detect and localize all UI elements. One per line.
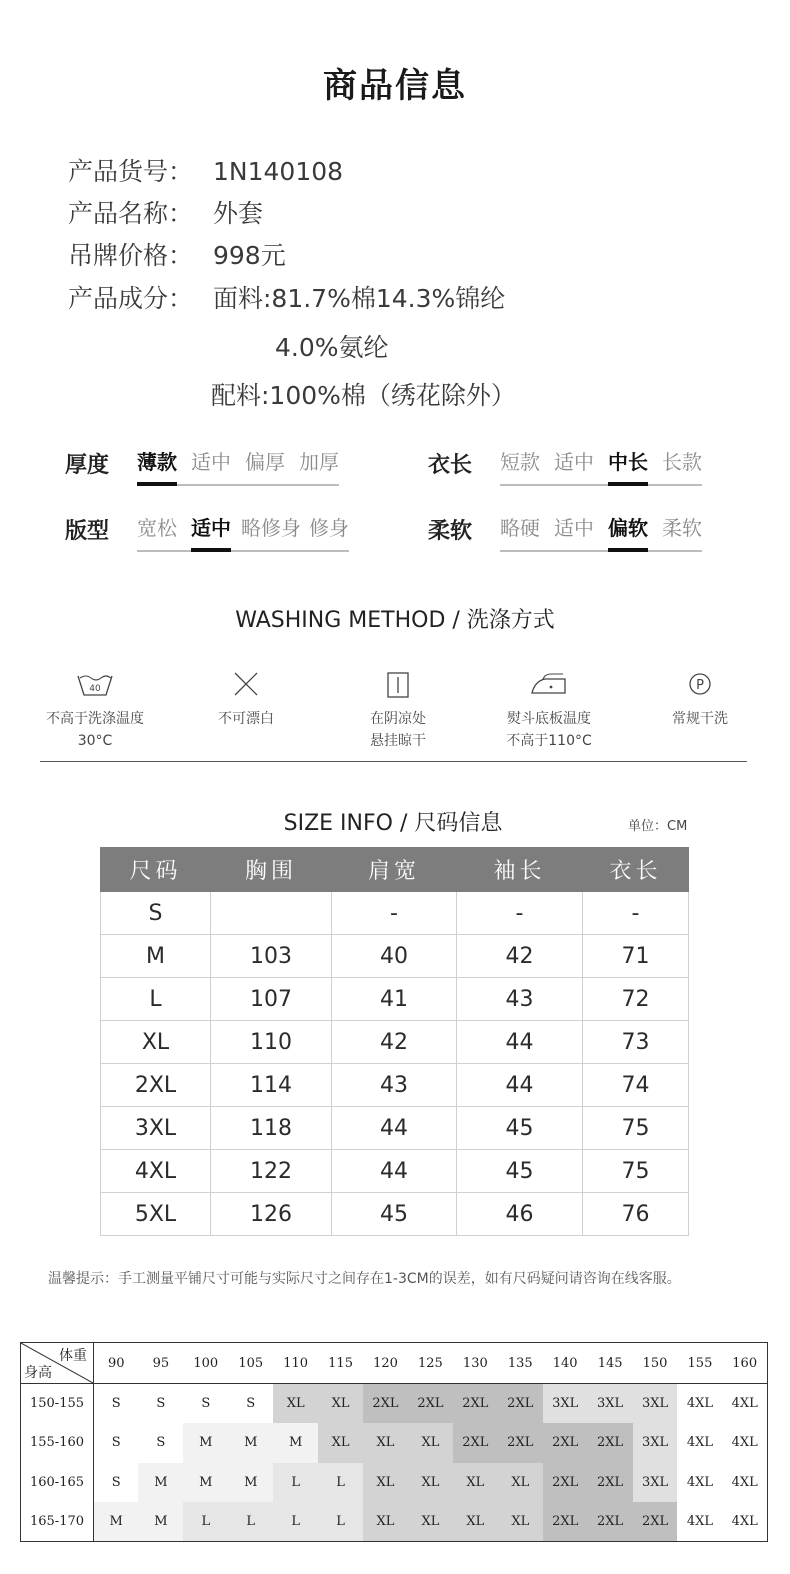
size-header-cell: 尺码 — [101, 848, 211, 892]
weight-header-cell: 160 — [722, 1343, 767, 1384]
wash-text-line2: 30°C — [77, 733, 113, 749]
tip-text: 温馨提示：手工测量平铺尺寸可能与实际尺寸之间存在1-3CM的误差，如有尺码疑问请咨询在线客服。 — [48, 1271, 681, 1287]
attr-thickness — [65, 448, 365, 488]
attr-option: 适中 — [191, 514, 231, 550]
recommended-size-cell: M — [183, 1463, 228, 1503]
recommended-size-cell: 3XL — [633, 1423, 678, 1463]
weight-header-cell: 105 — [228, 1343, 273, 1384]
recommended-size-cell: XL — [453, 1502, 498, 1542]
recommended-size-cell: 2XL — [453, 1384, 498, 1424]
recommended-size-cell: M — [273, 1423, 318, 1463]
info-label: 吊牌价格： — [68, 241, 194, 270]
tub-label: 40 — [89, 684, 101, 694]
size-value-cell: 103 — [211, 935, 332, 978]
attr-title: 柔软 — [428, 519, 473, 544]
wash-text-line1: 不可漂白 — [218, 711, 274, 727]
composition-line-3: 配料:100%棉（绣花除外） — [211, 381, 516, 410]
recommended-size-cell: XL — [408, 1502, 453, 1542]
info-row-name — [68, 194, 263, 230]
size-label-cell: 5XL — [101, 1193, 211, 1236]
recommended-size-cell: 2XL — [363, 1384, 408, 1424]
size-value-cell: 44 — [332, 1107, 457, 1150]
size-table-row — [101, 1064, 689, 1107]
size-value-cell: 122 — [211, 1150, 332, 1193]
size-value-cell: 40 — [332, 935, 457, 978]
recommended-size-cell: 4XL — [677, 1384, 722, 1424]
size-label-cell: 3XL — [101, 1107, 211, 1150]
recommended-size-cell: XL — [498, 1502, 543, 1542]
recommended-size-cell: 3XL — [633, 1384, 678, 1424]
recommended-size-cell: S — [138, 1423, 183, 1463]
size-value-cell: 44 — [457, 1021, 583, 1064]
recommended-size-cell: XL — [453, 1463, 498, 1503]
reference-row — [21, 1463, 768, 1503]
height-label-cell: 165-170 — [21, 1502, 94, 1542]
size-value-cell: 42 — [332, 1021, 457, 1064]
size-value-cell: 41 — [332, 978, 457, 1021]
wash-item — [469, 668, 629, 752]
reference-row — [21, 1502, 768, 1542]
size-value-cell: 75 — [583, 1107, 689, 1150]
reference-corner — [21, 1343, 94, 1384]
page-title: 商品信息 — [323, 66, 467, 106]
recommended-size-cell: XL — [408, 1463, 453, 1503]
info-value: 外套 — [213, 199, 264, 228]
wash-text-line2: 悬挂晾干 — [370, 733, 426, 749]
recommended-size-cell: 2XL — [498, 1384, 543, 1424]
recommended-size-cell: 2XL — [588, 1502, 633, 1542]
attr-length — [428, 448, 728, 488]
no-bleach-icon — [229, 668, 263, 702]
size-header-cell: 肩宽 — [332, 848, 457, 892]
height-label-cell: 150-155 — [21, 1384, 94, 1424]
size-value-cell — [211, 892, 332, 935]
height-label-cell: 155-160 — [21, 1423, 94, 1463]
corner-weight-label: 体重 — [59, 1348, 87, 1364]
size-value-cell: - — [332, 892, 457, 935]
recommended-size-cell: S — [94, 1463, 139, 1503]
size-value-cell: 44 — [457, 1064, 583, 1107]
size-value-cell: 43 — [457, 978, 583, 1021]
recommended-size-cell: 4XL — [722, 1384, 767, 1424]
weight-header-cell: 100 — [183, 1343, 228, 1384]
attr-option: 宽松 — [137, 516, 177, 540]
size-label-cell: M — [101, 935, 211, 978]
size-value-cell: 75 — [583, 1150, 689, 1193]
recommended-size-cell: 2XL — [498, 1423, 543, 1463]
washing-title: WASHING METHOD / 洗涤方式 — [235, 608, 555, 633]
weight-header-cell: 140 — [543, 1343, 588, 1384]
recommended-size-cell: 2XL — [408, 1384, 453, 1424]
wash-tub-40-icon — [76, 668, 114, 702]
line-dry-shade-icon — [381, 668, 415, 702]
recommended-size-cell: XL — [408, 1423, 453, 1463]
recommended-size-cell: L — [228, 1502, 273, 1542]
info-value: 998元 — [213, 241, 286, 270]
size-unit: 单位：CM — [628, 819, 688, 834]
recommended-size-cell: M — [94, 1502, 139, 1542]
size-label-cell: XL — [101, 1021, 211, 1064]
wash-item — [318, 668, 478, 752]
reference-row — [21, 1423, 768, 1463]
weight-header-cell: 110 — [273, 1343, 318, 1384]
size-header-cell: 胸围 — [211, 848, 332, 892]
attr-option: 略硬 — [500, 516, 540, 540]
recommended-size-cell: 2XL — [453, 1423, 498, 1463]
size-value-cell: 45 — [457, 1107, 583, 1150]
attr-options — [137, 514, 349, 552]
recommended-size-cell: 4XL — [677, 1423, 722, 1463]
size-table-row — [101, 892, 689, 935]
size-value-cell: 110 — [211, 1021, 332, 1064]
attr-softness — [428, 514, 728, 554]
size-value-cell: 73 — [583, 1021, 689, 1064]
size-value-cell: 107 — [211, 978, 332, 1021]
size-value-cell: 126 — [211, 1193, 332, 1236]
recommended-size-cell: 4XL — [677, 1502, 722, 1542]
size-value-cell: 118 — [211, 1107, 332, 1150]
attr-option: 适中 — [191, 450, 231, 474]
recommended-size-cell: XL — [498, 1463, 543, 1503]
attr-option: 薄款 — [137, 448, 177, 484]
info-label: 产品货号： — [68, 157, 194, 186]
size-value-cell: 43 — [332, 1064, 457, 1107]
recommended-size-cell: 3XL — [543, 1384, 588, 1424]
size-header-cell: 衣长 — [583, 848, 689, 892]
recommended-size-cell: XL — [318, 1423, 363, 1463]
recommended-size-cell: M — [228, 1463, 273, 1503]
recommended-size-cell: 4XL — [677, 1463, 722, 1503]
weight-header-cell: 150 — [633, 1343, 678, 1384]
attr-option: 适中 — [554, 450, 594, 474]
attr-option: 略修身 — [241, 516, 301, 540]
attr-option: 短款 — [500, 450, 540, 474]
recommended-size-cell: L — [273, 1463, 318, 1503]
recommended-size-cell: XL — [363, 1502, 408, 1542]
size-reference-table — [20, 1342, 768, 1542]
recommended-size-cell: S — [94, 1384, 139, 1424]
dry-clean-symbol: P — [696, 678, 704, 693]
attr-option: 修身 — [309, 516, 349, 540]
recommended-size-cell: M — [138, 1502, 183, 1542]
recommended-size-cell: 2XL — [543, 1502, 588, 1542]
size-value-cell: 72 — [583, 978, 689, 1021]
recommended-size-cell: 2XL — [588, 1423, 633, 1463]
recommended-size-cell: 3XL — [633, 1463, 678, 1503]
composition-line-2: 4.0%氨纶 — [275, 333, 389, 362]
wash-text-line1: 常规干洗 — [672, 711, 728, 727]
divider — [40, 761, 747, 762]
reference-row — [21, 1384, 768, 1424]
size-value-cell: 114 — [211, 1064, 332, 1107]
info-row-price — [68, 236, 286, 272]
recommended-size-cell: L — [183, 1502, 228, 1542]
size-value-cell: 71 — [583, 935, 689, 978]
wash-item — [620, 668, 780, 730]
recommended-size-cell: 2XL — [588, 1463, 633, 1503]
weight-header-cell: 95 — [138, 1343, 183, 1384]
recommended-size-cell: 2XL — [543, 1423, 588, 1463]
recommended-size-cell: L — [273, 1502, 318, 1542]
size-table — [100, 847, 689, 1236]
size-value-cell: 76 — [583, 1193, 689, 1236]
reference-header-row — [21, 1343, 768, 1384]
recommended-size-cell: 4XL — [722, 1423, 767, 1463]
attr-fit — [65, 514, 365, 554]
attr-options — [500, 448, 702, 486]
size-header-cell: 袖长 — [457, 848, 583, 892]
attr-options — [137, 448, 339, 486]
size-table-row — [101, 1021, 689, 1064]
wash-text-line2: 不高于110°C — [506, 733, 592, 749]
attr-options — [500, 514, 702, 552]
recommended-size-cell: M — [183, 1423, 228, 1463]
recommended-size-cell: 4XL — [722, 1502, 767, 1542]
size-label-cell: L — [101, 978, 211, 1021]
attr-option: 柔软 — [662, 516, 702, 540]
size-value-cell: 74 — [583, 1064, 689, 1107]
recommended-size-cell: S — [228, 1384, 273, 1424]
size-value-cell: 45 — [332, 1193, 457, 1236]
wash-text-line1: 熨斗底板温度 — [507, 711, 591, 727]
size-label-cell: 2XL — [101, 1064, 211, 1107]
height-label-cell: 160-165 — [21, 1463, 94, 1503]
info-label: 产品成分： — [68, 284, 194, 313]
weight-header-cell: 155 — [677, 1343, 722, 1384]
recommended-size-cell: 3XL — [588, 1384, 633, 1424]
recommended-size-cell: XL — [273, 1384, 318, 1424]
size-value-cell: - — [457, 892, 583, 935]
size-table-row — [101, 1107, 689, 1150]
recommended-size-cell: S — [183, 1384, 228, 1424]
info-label: 产品名称： — [68, 199, 194, 228]
size-table-header — [101, 848, 689, 892]
attr-title: 厚度 — [65, 453, 110, 478]
size-value-cell: 44 — [332, 1150, 457, 1193]
recommended-size-cell: XL — [363, 1463, 408, 1503]
recommended-size-cell: S — [94, 1423, 139, 1463]
recommended-size-cell: L — [318, 1502, 363, 1542]
size-table-row — [101, 935, 689, 978]
weight-header-cell: 130 — [453, 1343, 498, 1384]
recommended-size-cell: 4XL — [722, 1463, 767, 1503]
attr-option: 偏软 — [608, 514, 648, 550]
wash-item — [15, 668, 175, 752]
info-row-composition — [68, 279, 505, 315]
recommended-size-cell: 2XL — [633, 1502, 678, 1542]
attr-option: 偏厚 — [245, 450, 285, 474]
wash-item — [166, 668, 326, 730]
recommended-size-cell: M — [228, 1423, 273, 1463]
size-info-title: SIZE INFO / 尺码信息 — [283, 811, 503, 836]
recommended-size-cell: 2XL — [543, 1463, 588, 1503]
weight-header-cell: 115 — [318, 1343, 363, 1384]
attr-title: 衣长 — [428, 453, 473, 478]
size-value-cell: 46 — [457, 1193, 583, 1236]
attr-option: 适中 — [554, 516, 594, 540]
weight-header-cell: 120 — [363, 1343, 408, 1384]
corner-height-label: 身高 — [24, 1365, 52, 1381]
recommended-size-cell: L — [318, 1463, 363, 1503]
size-value-cell: - — [583, 892, 689, 935]
info-value: 面料:81.7%棉14.3%锦纶 — [213, 284, 506, 313]
info-row-sku — [68, 152, 343, 188]
size-table-row — [101, 1193, 689, 1236]
attr-option: 加厚 — [299, 450, 339, 474]
size-table-row — [101, 1150, 689, 1193]
dry-clean-p-icon — [683, 668, 717, 702]
recommended-size-cell: XL — [363, 1423, 408, 1463]
attr-title: 版型 — [65, 519, 110, 544]
info-value: 1N140108 — [213, 157, 344, 186]
recommended-size-cell: S — [138, 1384, 183, 1424]
weight-header-cell: 135 — [498, 1343, 543, 1384]
wash-text-line1: 不高于洗涤温度 — [46, 711, 144, 727]
attr-option: 长款 — [662, 450, 702, 474]
iron-low-icon — [529, 668, 569, 702]
weight-header-cell: 90 — [94, 1343, 139, 1384]
recommended-size-cell: XL — [318, 1384, 363, 1424]
size-value-cell: 45 — [457, 1150, 583, 1193]
wash-text-line1: 在阴凉处 — [370, 711, 426, 727]
size-label-cell: S — [101, 892, 211, 935]
recommended-size-cell: M — [138, 1463, 183, 1503]
weight-header-cell: 145 — [588, 1343, 633, 1384]
attr-option: 中长 — [608, 448, 648, 484]
size-value-cell: 42 — [457, 935, 583, 978]
size-table-row — [101, 978, 689, 1021]
weight-header-cell: 125 — [408, 1343, 453, 1384]
size-label-cell: 4XL — [101, 1150, 211, 1193]
